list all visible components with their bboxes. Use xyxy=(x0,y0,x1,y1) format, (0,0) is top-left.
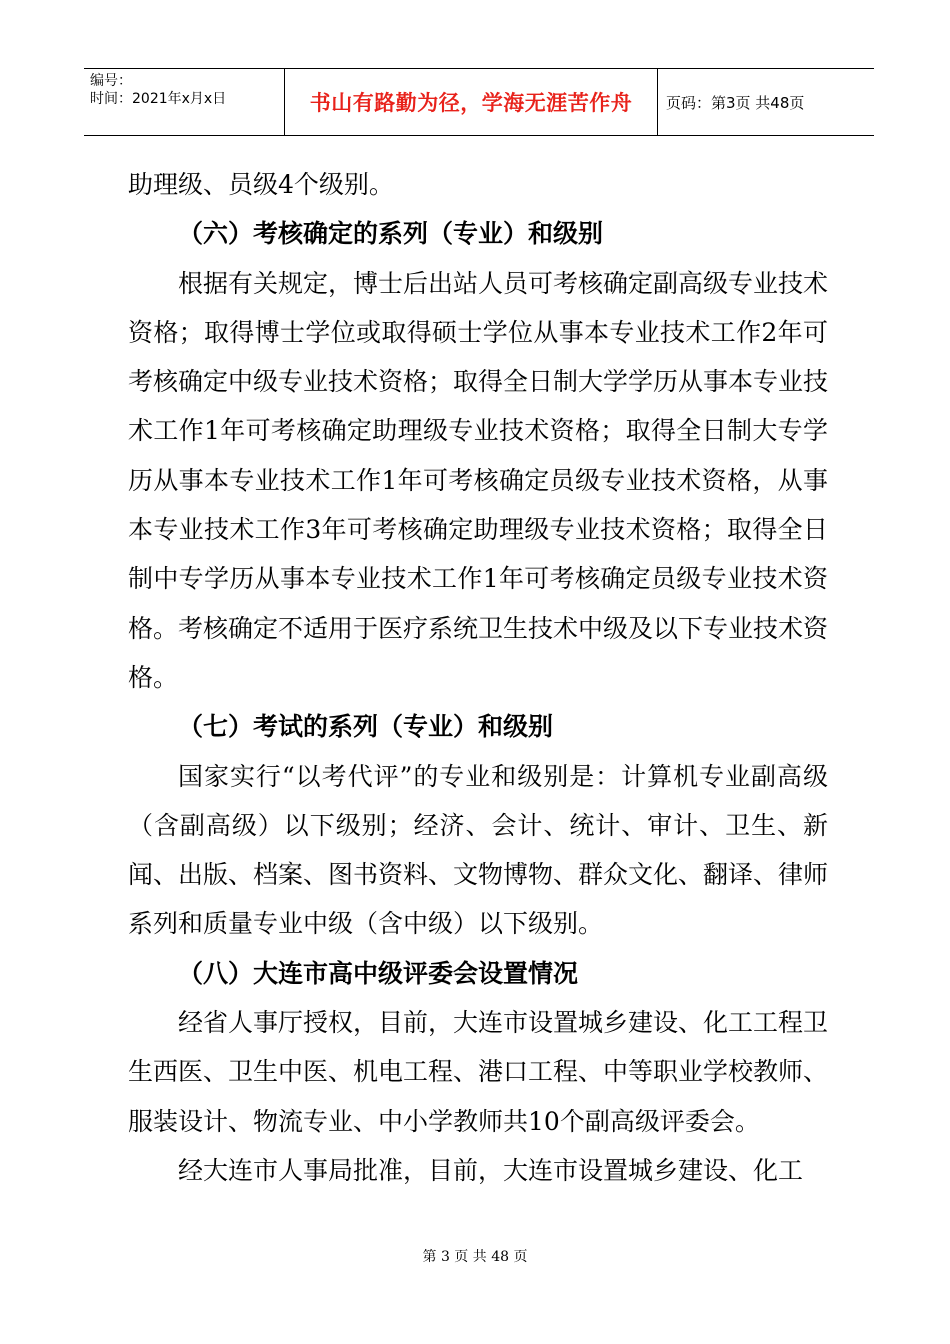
footer-page-number: 第 3 页 共 48 页 xyxy=(422,1249,528,1265)
paragraph-committees-provincial: 经省人事厅授权，目前，大连市设置城乡建设、化工工程卫生西医、卫生中医、机电工程、港口工程、中等职业学校教师、服装设计、物流专业、中小学教师共10个副高级评委会。 xyxy=(128,1008,829,1136)
document-body xyxy=(128,160,828,1195)
header-page-info: 页码：第3页 共48页 xyxy=(666,93,805,112)
header-motto-cell xyxy=(284,69,658,135)
paragraph-exam: 国家实行“以考代评”的专业和级别是：计算机专业副高级（含副高级）以下级别；经济、会计、统计、审计、卫生、新闻、出版、档案、图书资料、文物博物、群众文化、翻译、律师系列和质量专业中级（含中级）以下级别。 xyxy=(128,761,829,939)
document-time-label: 时间：2021年x月x日 xyxy=(90,91,227,107)
paragraph-committees-city: 经大连市人事局批准，目前，大连市设置城乡建设、化工 xyxy=(178,1155,804,1185)
document-number-label: 编号： xyxy=(90,73,132,89)
header-motto: 书山有路勤为径，学海无涯苦作舟 xyxy=(309,91,633,115)
section-heading-6: （六）考核确定的系列（专业）和级别 xyxy=(178,219,604,249)
paragraph-assessment: 根据有关规定，博士后出站人员可考核确定副高级专业技术资格；取得博士学位或取得硕士学位从事本专业技术工作2年可考核确定中级专业技术资格；取得全日制大学学历从事本专业技术工作1年可考核确定助理级专业技术资格；取得全日制大专学历从事本专业技术工作1年可考核确定员级专业技术资格，从事本专业技术工作3年可考核确定助理级专业技术资格；取得全日制中专学历从事本专业技术工作1年可考核确定员级专业技术资格。考核确定不适用于医疗系统卫生技术中级及以下专业技术资格。 xyxy=(128,268,829,692)
page-header xyxy=(84,68,874,136)
header-meta-cell xyxy=(84,69,284,135)
paragraph-continuation: 助理级、员级4个级别。 xyxy=(128,170,394,199)
section-heading-8: （八）大连市高中级评委会设置情况 xyxy=(178,958,579,988)
page-footer xyxy=(0,1246,950,1266)
section-heading-7: （七）考试的系列（专业）和级别 xyxy=(178,712,554,742)
header-page-cell xyxy=(658,69,874,135)
